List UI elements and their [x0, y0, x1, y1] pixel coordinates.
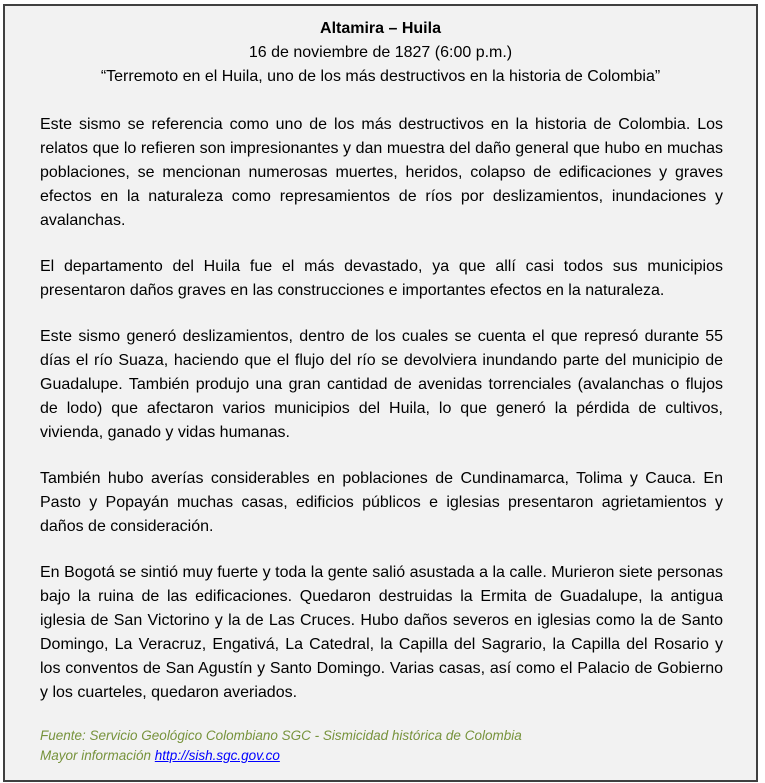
document-title: Altamira – Huila	[320, 20, 441, 37]
document-box	[3, 4, 758, 782]
event-date: 16 de noviembre de 1827 (6:00 p.m.)	[248, 44, 513, 61]
headline-quote: “Terremoto en el Huila, uno de los más destructivos en la historia de Colombia”	[100, 68, 661, 85]
paragraph: Este sismo se referencia como uno de los más destructivos en la historia de Colombia. Los relatos que lo refieren son impresionantes y dan muestra del daño general que hubo en muchas poblaciones, se mencionan numerosas muertes, heridos, colapso de edificaciones y graves efectos en la naturaleza como represamientos de ríos por deslizamientos, inundaciones y avalanchas.	[40, 116, 723, 229]
paragraph: El departamento del Huila fue el más devastado, ya que allí casi todos sus municipios presentaron daños graves en las construcciones e importantes efectos en la naturaleza.	[40, 258, 723, 299]
paragraph: También hubo averías considerables en poblaciones de Cundinamarca, Tolima y Cauca. En Pasto y Popayán muchas casas, edificios públicos e iglesias presentaron agrietamientos y daños de consideración.	[40, 470, 723, 535]
paragraph: Este sismo generó deslizamientos, dentro de los cuales se cuenta el que represó durante 55 días el río Suaza, haciendo que el flujo del río se devolviera inundando parte del municipio de Guadalupe. También produjo una gran cantidad de avenidas torrenciales (avalanchas o flujos de lodo) que afectaron varios municipios del Huila, lo que generó la pérdida de cultivos, vivienda, ganado y vidas humanas.	[40, 328, 723, 441]
document-header	[5, 17, 756, 89]
document-body	[40, 113, 723, 727]
more-info-label: Mayor información	[40, 748, 155, 763]
source-line: Fuente: Servicio Geológico Colombiano SGC - Sismicidad histórica de Colombia	[40, 728, 522, 743]
more-info-line	[40, 746, 522, 766]
more-info-link[interactable]: http://sish.sgc.gov.co	[154, 748, 280, 763]
paragraph: En Bogotá se sintió muy fuerte y toda la gente salió asustada a la calle. Murieron siete personas bajo la ruina de las edificaciones. Quedaron destruidas la Ermita de Guadalupe, la antigua iglesia de San Victorino y la de Las Cruces. Hubo daños severos en iglesias como la de Santo Domingo, La Veracruz, Engativá, La Catedral, la Capilla del Sagrario, la Capilla del Rosario y los conventos de San Agustín y Santo Domingo. Varias casas, así como el Palacio de Gobierno y los cuarteles, quedaron averiados.	[40, 564, 723, 701]
source-note	[40, 726, 522, 766]
